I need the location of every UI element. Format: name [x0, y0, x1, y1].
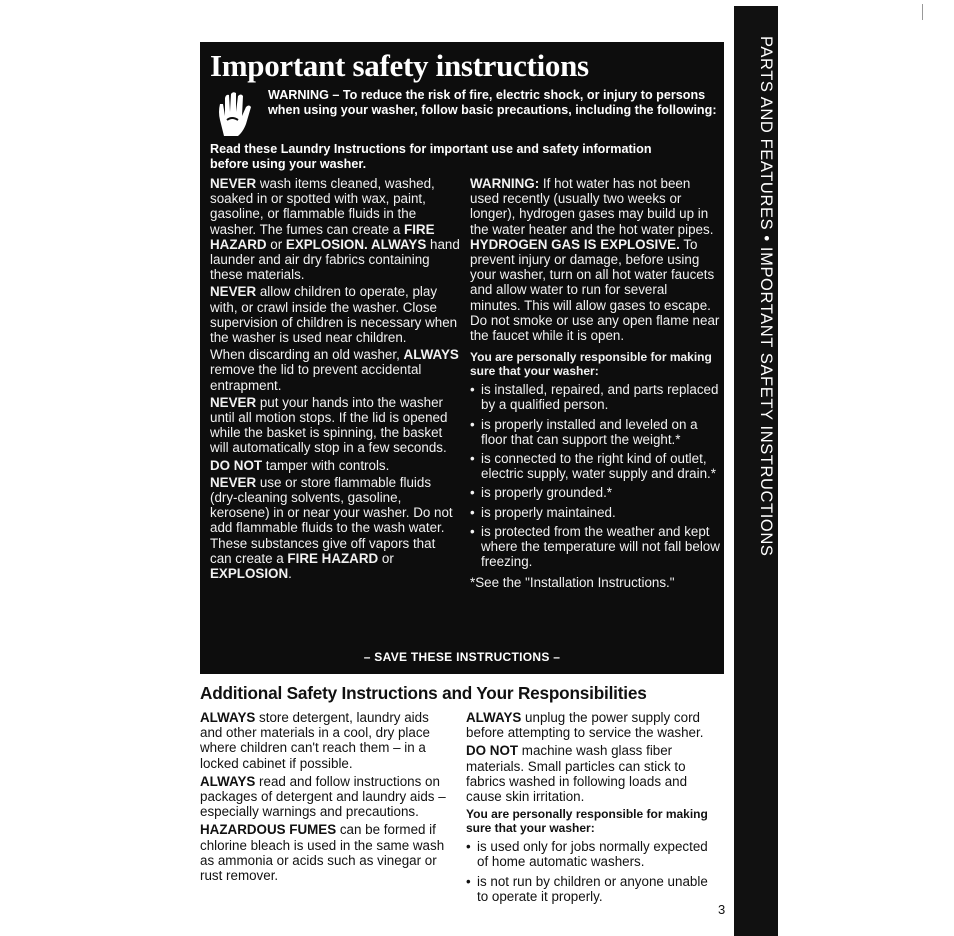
text: use or store flammable fluids (dry-cleaning solvents, gasoline, kerosene) in or near your washer. Do not add flammable fluids to the wash water. These substances give off vapors that can create a: [210, 474, 453, 566]
emphasis: ALWAYS: [200, 710, 256, 725]
panel-right-column: [470, 176, 720, 591]
raised-hand-icon: [210, 90, 256, 140]
text: .: [288, 566, 292, 582]
list-item: • is properly installed and leveled on a floor that can support the weight.*: [470, 417, 720, 447]
text: When discarding an old washer,: [210, 347, 404, 363]
text: remove the lid to prevent accidental entrapment.: [210, 362, 422, 393]
list-item: • is connected to the right kind of outlet, electric supply, water supply and drain.*: [470, 451, 720, 481]
text: or: [266, 236, 286, 252]
emphasis: FIRE HAZARD: [287, 550, 379, 566]
emphasis: EXPLOSION. ALWAYS: [285, 236, 427, 252]
list-item: • is not run by children or anyone unable to operate it properly.: [466, 874, 718, 904]
emphasis: NEVER: [210, 474, 257, 490]
page-number: 3: [718, 902, 726, 917]
paragraph-do-not-tamper: [210, 458, 460, 473]
text: hand launder and air dry fabrics containing these materials.: [210, 236, 460, 283]
paragraph-store-detergent: [200, 710, 450, 771]
list-item: • is used only for jobs normally expected of home automatic washers.: [466, 839, 718, 869]
emphasis: HAZARDOUS FUMES: [200, 822, 337, 838]
text: read and follow instructions on packages of detergent and laundry aids – especially warnings and precautions.: [200, 773, 446, 820]
text: or: [378, 550, 394, 566]
additional-section-title: Additional Safety Instructions and Your Responsibilities: [200, 683, 647, 703]
text: can be formed if chlorine bleach is used in the same wash as ammonia or acids such as vinegar or rust remover.: [200, 822, 445, 884]
side-tab-text: PARTS AND FEATURES • IMPORTANT SAFETY INSTRUCTIONS: [757, 36, 775, 557]
installation-footnote: *See the "Installation Instructions.": [470, 575, 675, 591]
text: If hot water has not been used recently (usually two weeks or longer), hydrogen gases may build up in the water heater and the hot water pipes.: [470, 176, 714, 237]
emphasis: ALWAYS: [403, 347, 459, 363]
emphasis: NEVER: [210, 284, 257, 300]
paragraph-never-store-fluids: [210, 475, 460, 581]
text: store detergent, laundry aids and other materials in a cool, dry place where children can't reach them – in a locked cabinet if possible.: [200, 710, 430, 771]
paragraph-glass-fiber: [466, 743, 718, 804]
paragraph-hazardous-fumes: [200, 822, 450, 883]
paragraph-never-wash: [210, 176, 460, 282]
paragraph-unplug: [466, 710, 718, 740]
text: put your hands into the washer until all motion stops. If the lid is opened while the basket is spinning, the basket will automatically stop in a few seconds.: [210, 394, 448, 456]
list-item: • is installed, repaired, and parts replaced by a qualified person.: [470, 382, 720, 412]
side-tab: [734, 6, 778, 936]
emphasis: NEVER: [210, 394, 257, 410]
read-note-text: Read these Laundry Instructions for important use and safety information before using your washer.: [210, 142, 652, 171]
text: unplug the power supply cord before attempting to service the washer.: [466, 710, 704, 741]
responsibility-heading: You are personally responsible for making sure that your washer:: [470, 350, 712, 378]
emphasis: WARNING:: [470, 176, 540, 191]
emphasis: FIRE HAZARD: [210, 221, 435, 252]
responsibility-list: [466, 839, 718, 904]
text: machine wash glass fiber materials. Small particles can stick to fabrics washed in following loads and cause skin irritation.: [466, 743, 688, 805]
list-item: • is properly grounded.*: [470, 485, 720, 500]
emphasis: DO NOT: [210, 457, 263, 473]
warning-lead-text: WARNING – To reduce the risk of fire, electric shock, or injury to persons when using your washer, follow basic precautions, including the following:: [268, 88, 717, 117]
safety-panel: [200, 42, 724, 674]
text: wash items cleaned, washed, soaked in or spotted with wax, paint, gasoline, or flammable fluids in the washer. The fumes can create a: [210, 176, 435, 237]
paragraph-hydrogen-warning: [470, 176, 720, 343]
list-item: • is protected from the weather and kept where the temperature will not fall below freezing.: [470, 524, 720, 570]
emphasis: ALWAYS: [466, 710, 522, 725]
text: tamper with controls.: [262, 457, 390, 473]
additional-left-column: [200, 710, 450, 886]
paragraph-read-instructions: [200, 774, 450, 820]
responsibility-heading: You are personally responsible for making sure that your washer:: [466, 807, 708, 835]
additional-right-column: [466, 710, 718, 908]
paragraph-discarding: [210, 347, 460, 393]
text: To prevent injury or damage, before using your washer, turn on all hot water faucets and allow water to run for several minutes. This will allow gases to escape. Do not smoke or use any open flame near the faucet while it is open.: [470, 236, 720, 344]
emphasis: NEVER: [210, 176, 257, 191]
paragraph-never-hands: [210, 395, 460, 456]
emphasis: DO NOT: [466, 743, 519, 759]
text: allow children to operate, play with, or crawl inside the washer. Close supervision of children is necessary when the washer is used near children.: [210, 284, 458, 346]
list-item: • is properly maintained.: [470, 505, 720, 520]
responsibility-list: [470, 382, 720, 569]
emphasis: EXPLOSION: [210, 566, 289, 582]
emphasis: HYDROGEN GAS IS EXPLOSIVE.: [470, 236, 680, 252]
panel-left-column: [210, 176, 460, 583]
panel-title: Important safety instructions: [210, 48, 589, 83]
emphasis: ALWAYS: [200, 773, 256, 789]
paragraph-never-allow-children: [210, 284, 460, 345]
page-edge-mark: [922, 4, 923, 20]
save-instructions-line: – SAVE THESE INSTRUCTIONS –: [363, 650, 561, 664]
